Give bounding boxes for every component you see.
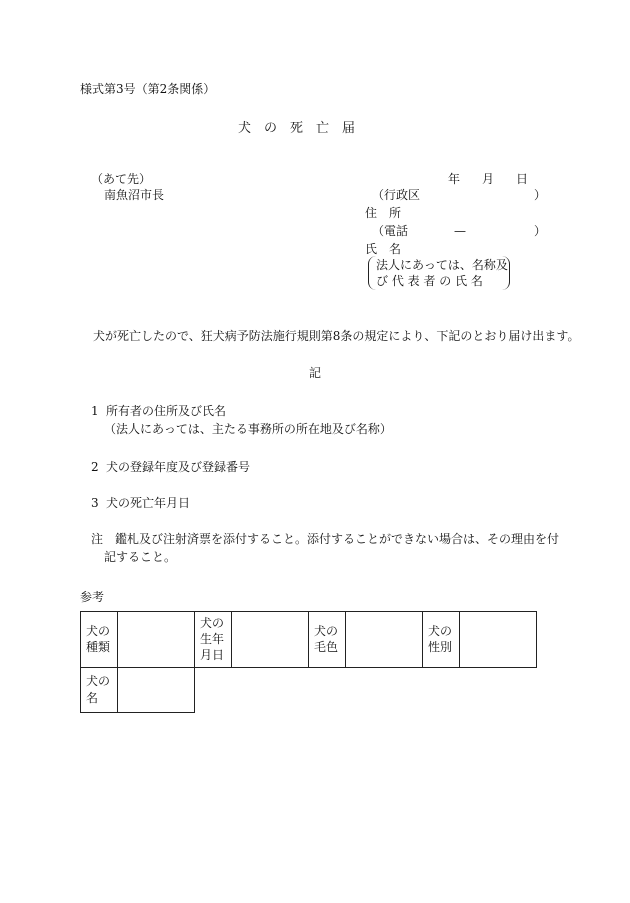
color-label: [309, 612, 346, 668]
item-3-number: 3: [91, 496, 99, 510]
reference-label: 参考: [80, 590, 105, 604]
color-label-line1: 犬の: [314, 624, 339, 639]
item-1-number: 1: [91, 404, 99, 418]
ki-heading: 記: [309, 366, 322, 380]
birth-label-line1: 犬の: [200, 616, 225, 630]
phone-dash: —: [454, 224, 466, 238]
sex-value[interactable]: [460, 612, 537, 668]
item-2-number: 2: [91, 460, 99, 474]
dog-type-label-line2: 種類: [86, 640, 111, 655]
note-label: 注: [91, 532, 104, 546]
item-1-text: 所有者の住所及び氏名: [106, 404, 227, 418]
color-label-line2: 毛色: [314, 640, 339, 655]
dog-type-value[interactable]: [118, 612, 195, 668]
page-title: 犬 の 死 亡 届: [238, 121, 356, 136]
body-text: 犬が死亡したので、狂犬病予防法施行規則第8条の規定により、下記のとおり届け出ます。: [93, 329, 580, 343]
ward-close: ）: [534, 188, 547, 202]
corp-note-line1: 法人にあっては、名称及: [376, 258, 508, 272]
note-line2: 記すること。: [104, 550, 177, 564]
phone-close: ）: [534, 224, 547, 238]
ward-open: （行政区: [372, 188, 421, 202]
address-label: 住 所: [365, 206, 402, 220]
empty-cell: [195, 667, 537, 712]
dog-name-label: [81, 667, 118, 712]
item-2-text: 犬の登録年度及び登録番号: [106, 460, 251, 474]
addressee: 南魚沼市長: [104, 188, 165, 202]
item-1-sub: （法人にあっては、主たる事務所の所在地及び名称）: [104, 422, 392, 436]
name-label: 氏 名: [365, 242, 402, 256]
date-year: 年: [448, 172, 461, 186]
birth-label: [195, 612, 232, 668]
date-month: 月: [482, 172, 495, 186]
sex-label: [423, 612, 460, 668]
form-number: 様式第3号（第2条関係）: [80, 82, 216, 96]
date-day: 日: [516, 172, 529, 186]
birth-value[interactable]: [232, 612, 309, 668]
dog-name-label-line1: 犬の: [86, 674, 111, 689]
color-value[interactable]: [346, 612, 423, 668]
sex-label-line1: 犬の: [428, 624, 453, 639]
item-3-text: 犬の死亡年月日: [106, 496, 191, 510]
dog-name-label-line2: 名: [86, 690, 99, 705]
phone-open: （電話: [372, 224, 409, 238]
dog-type-label: [81, 612, 118, 668]
note-line1: 鑑札及び注射済票を添付すること。添付することができない場合は、その理由を付: [115, 532, 560, 546]
birth-label-line3: 月日: [200, 648, 225, 663]
corp-note-line2: び 代 表 者 の 氏 名: [376, 274, 483, 288]
addressee-label: （あて先）: [91, 172, 152, 186]
reference-table: [80, 611, 537, 713]
dog-name-value[interactable]: [118, 667, 195, 712]
sex-label-line2: 性別: [428, 640, 453, 655]
dog-type-label-line1: 犬の: [86, 624, 111, 639]
birth-label-line2: 生年: [200, 632, 225, 647]
